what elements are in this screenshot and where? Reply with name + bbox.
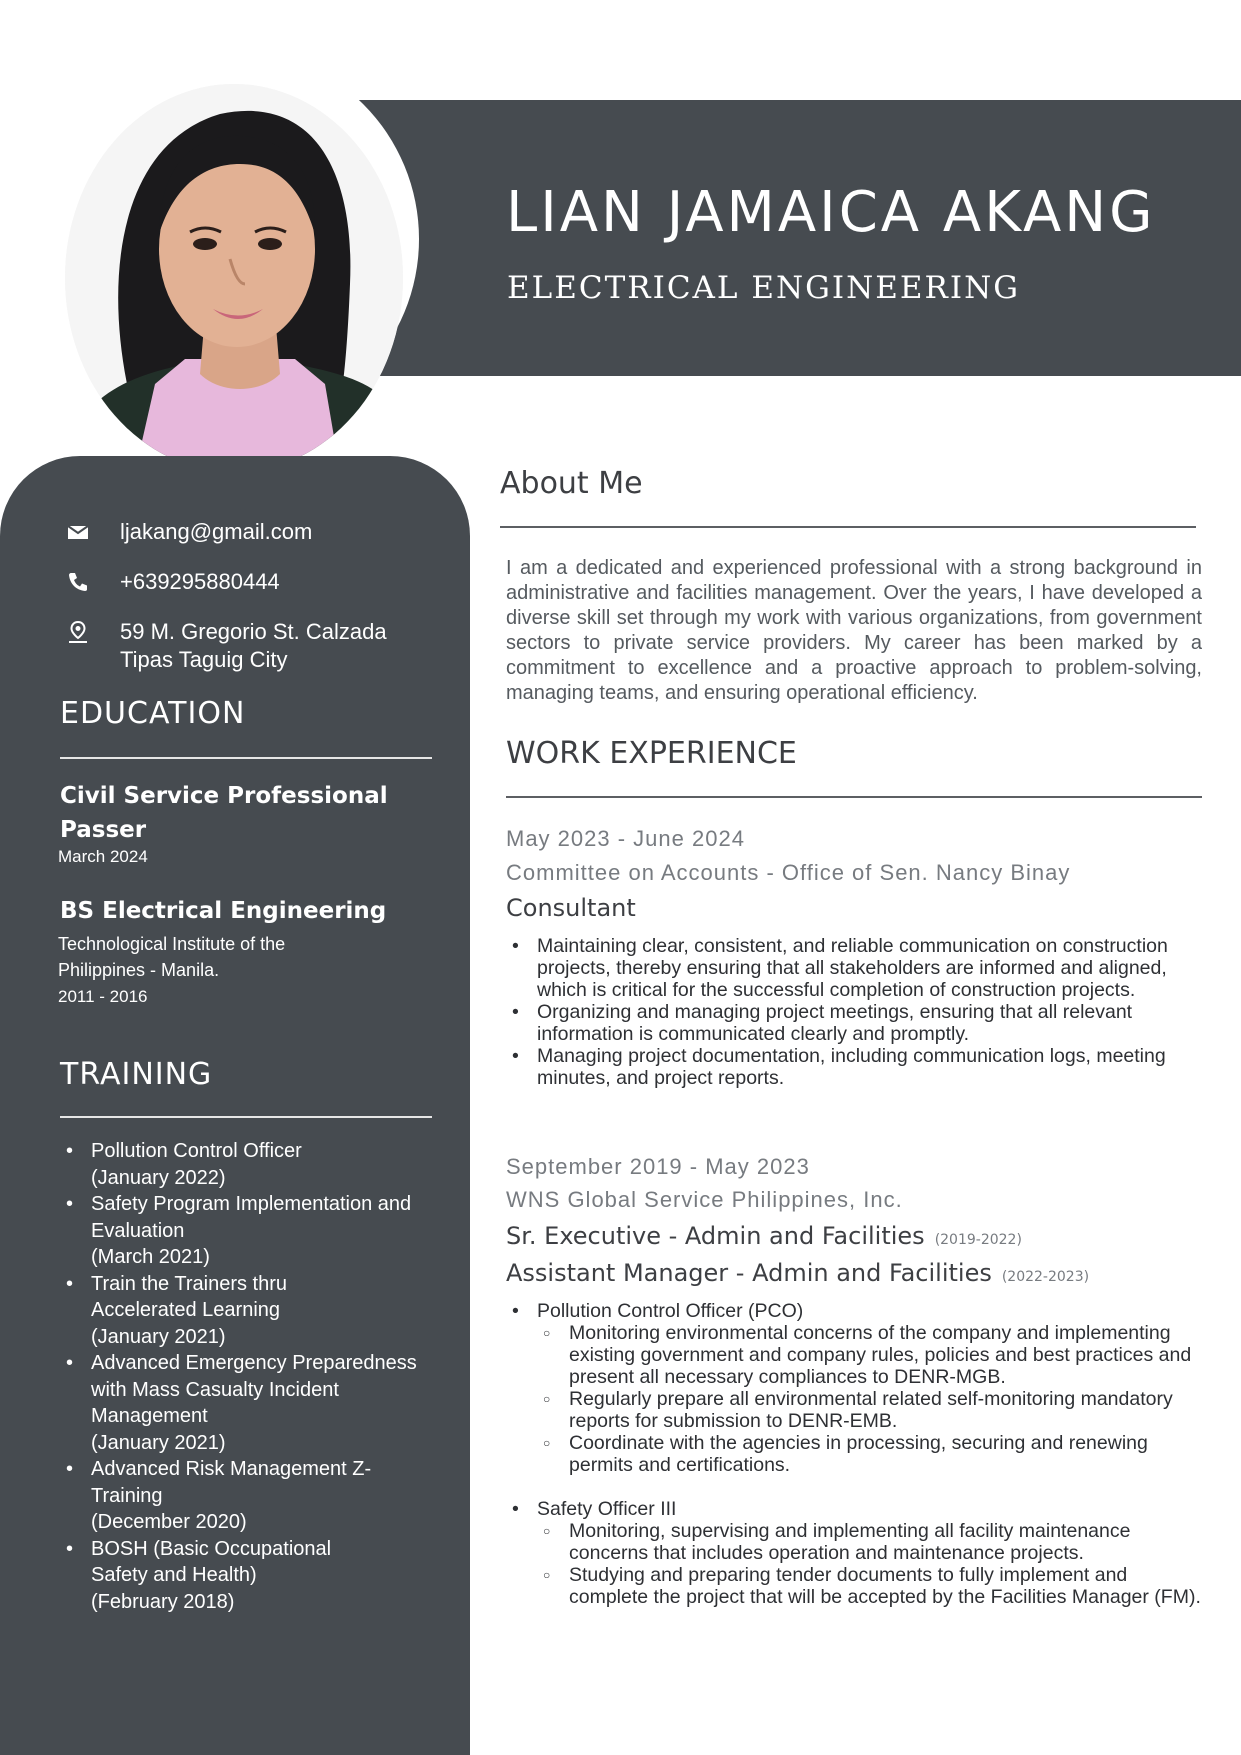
contact-address-text: 59 M. Gregorio St. Calzada Tipas Taguig City [120, 619, 387, 672]
location-pin-icon [66, 620, 90, 644]
profile-photo [65, 84, 403, 472]
training-name: • Safety Program Implementation and Evaluation [91, 1193, 412, 1242]
education-item-title: Civil Service Professional Passer [60, 783, 388, 843]
profile-photo-frame [37, 48, 419, 430]
job-title-text: Sr. Executive - Admin and Facilities [506, 1222, 925, 1250]
list-item: ○ Regularly prepare all environmental related self-monitoring mandatory reports for submission to DENR-EMB. [537, 1388, 1206, 1432]
job-duties [506, 935, 1206, 1089]
education-item-date: March 2024 [58, 847, 148, 866]
list-item [506, 1300, 1206, 1476]
spacer [506, 1476, 1206, 1498]
education-heading: EDUCATION [60, 696, 246, 731]
list-item [66, 1271, 426, 1351]
job-title: Consultant [506, 894, 636, 922]
work-divider [506, 796, 1202, 798]
training-list [66, 1138, 426, 1615]
list-item [66, 1536, 426, 1616]
training-date: (December 2020) [91, 1511, 247, 1533]
list-item [66, 1191, 426, 1271]
contact-email [66, 518, 312, 546]
work-heading: WORK EXPERIENCE [506, 736, 797, 771]
duty-sublist [537, 1322, 1206, 1476]
contact-address [66, 618, 387, 674]
training-divider [60, 1116, 432, 1118]
education-item-years: 2011 - 2016 [58, 987, 148, 1006]
list-item [506, 1498, 1206, 1608]
job-organization: WNS Global Service Philippines, Inc. [506, 1187, 903, 1212]
training-name: • Advanced Emergency Preparedness with Mass Casualty Incident Management [91, 1352, 417, 1427]
about-heading: About Me [500, 466, 643, 501]
list-item: ○ Coordinate with the agencies in processing, securing and renewing permits and certifications. [537, 1432, 1206, 1476]
envelope-icon [66, 520, 90, 544]
contact-phone-text: +639295880444 [120, 569, 280, 594]
list-item: • Maintaining clear, consistent, and reliable communication on construction projects, thereby ensuring that all stakeholders are informed and aligned, which is critical for the successful completion of construction projects. [506, 935, 1206, 1001]
list-item: ○ Monitoring, supervising and implementing all facility maintenance concerns that includes operation and maintenance projects. [537, 1520, 1206, 1564]
education-item-school: Technological Institute of the Philippines - Manila. [58, 934, 286, 980]
training-date: (February 2018) [91, 1590, 235, 1613]
job-title [506, 1259, 1089, 1287]
job-title-years: (2022-2023) [1001, 1269, 1090, 1285]
duty-group-label: Pollution Control Officer (PCO) [537, 1300, 804, 1322]
education-divider [60, 757, 432, 759]
duty-sublist [537, 1520, 1206, 1608]
job-organization: Committee on Accounts - Office of Sen. Nancy Binay [506, 860, 1071, 885]
list-item [66, 1138, 426, 1191]
job-dates: September 2019 - May 2023 [506, 1154, 810, 1179]
training-name: • Pollution Control Officer [91, 1140, 302, 1162]
training-date: (March 2021) [91, 1246, 210, 1268]
list-item: ○ Studying and preparing tender documents to fully implement and complete the project that will be accepted by the Facilities Manager (FM). [537, 1564, 1206, 1608]
duty-group-label: Safety Officer III [537, 1498, 677, 1520]
job-duties [506, 1300, 1206, 1608]
training-date: (January 2022) [91, 1166, 226, 1189]
training-date: (January 2021) [91, 1325, 226, 1348]
job-title [506, 1222, 1022, 1250]
list-item: • Organizing and managing project meetings, ensuring that all relevant information is communicated clearly and promptly. [506, 1001, 1206, 1045]
job-title-text: Assistant Manager - Admin and Facilities [506, 1259, 992, 1287]
list-item [66, 1350, 426, 1456]
list-item: • Managing project documentation, including communication logs, meeting minutes, and project reports. [506, 1045, 1206, 1089]
about-text: I am a dedicated and experienced professional with a strong background in administrative and facilities management. Over the years, I have developed a diverse skill set through my work with various organizations, from government sectors to private service providers. My career has been marked by a commitment to excellence and a proactive approach to problem-solving, managing teams, and ensuring operational efficiency. [506, 557, 1202, 704]
phone-icon [66, 570, 90, 594]
list-item [66, 1456, 426, 1536]
contact-phone [66, 568, 280, 596]
education-item-title: BS Electrical Engineering [60, 898, 387, 924]
training-name: • Advanced Risk Management Z-Training [91, 1458, 372, 1507]
contact-email-text: ljakang@gmail.com [120, 519, 313, 544]
person-name: LIAN JAMAICA AKANG [506, 180, 1156, 245]
person-role: ELECTRICAL ENGINEERING [507, 270, 1020, 306]
list-item: ○ Monitoring environmental concerns of the company and implementing existing government and company rules, policies and best practices and present all necessary compliances to DENR-MGB. [537, 1322, 1206, 1388]
training-name: • BOSH (Basic Occupational Safety and Health) [91, 1537, 332, 1586]
training-name: • Train the Trainers thru Accelerated Learning [91, 1272, 288, 1321]
about-divider [500, 526, 1196, 528]
training-heading: TRAINING [60, 1057, 213, 1092]
training-date: (January 2021) [91, 1431, 226, 1454]
job-dates: May 2023 - June 2024 [506, 826, 745, 851]
job-title-years: (2019-2022) [934, 1232, 1022, 1248]
